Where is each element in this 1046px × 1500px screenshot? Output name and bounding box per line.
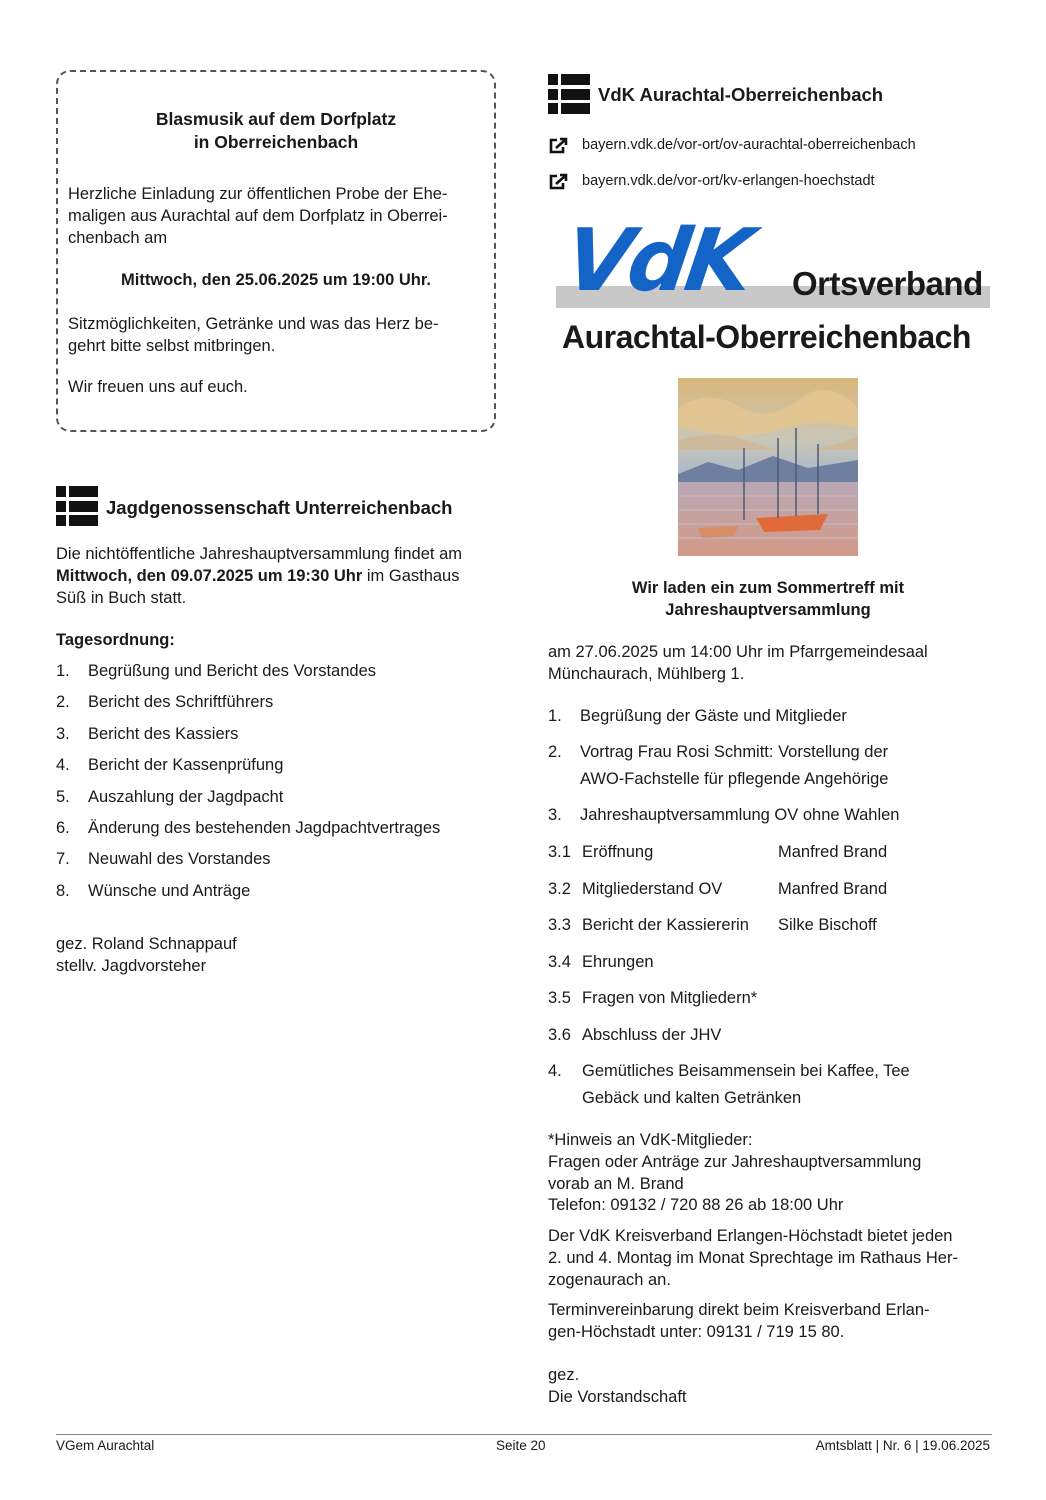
vdk-note-line3: vorab an M. Brand [548, 1174, 684, 1193]
agenda-item-text: Bericht des Kassiers [88, 724, 239, 743]
agenda-item-text: Bericht des Schriftführers [88, 693, 274, 712]
vdk-kv-info [548, 1226, 992, 1291]
vdk-link-kv[interactable] [548, 172, 875, 191]
vdk-logo [556, 211, 992, 358]
agenda-item-text: Begrüßung und Bericht des Vorstandes [88, 662, 377, 680]
external-link-icon [548, 137, 568, 155]
jagd-signature [56, 934, 237, 978]
footer-left: VGem Aurachtal [56, 1438, 155, 1453]
vdk-sub-item-num: 3.3 [548, 916, 571, 935]
jagd-title: Jagdgenossenschaft Unterreichenbach [106, 497, 453, 518]
vdk-item-1-num: 1. [548, 707, 562, 725]
vdk-kv-line1: Der VdK Kreisverband Erlangen-Höchstadt bietet jeden [548, 1227, 953, 1245]
vdk-link-ov[interactable] [548, 136, 916, 155]
vdk-note-line1: *Hinweis an VdK-Mitglieder: [548, 1131, 753, 1149]
vdk-sub-item-text: Mitgliederstand OV [582, 879, 723, 898]
jagd-intro [56, 544, 502, 609]
vdk-note [548, 1130, 921, 1217]
jagd-signature-line2: stellv. Jagdvorsteher [56, 956, 207, 975]
vdk-sub-item-num: 3.4 [548, 952, 571, 971]
vdk-link-kv-text[interactable]: bayern.vdk.de/vor-ort/kv-erlangen-hoechstadt [582, 173, 875, 189]
vdk-sub-item [548, 879, 888, 901]
vdk-sub-item-text: Eröffnung [582, 843, 654, 861]
jagd-intro-line1: Die nichtöffentliche Jahreshauptversammlung findet am [56, 545, 462, 563]
vdk-sub-item-text: Bericht der Kassiererin [582, 916, 749, 935]
agenda-item-num: 8. [56, 881, 70, 900]
blasmusik-seats [68, 314, 488, 358]
jagd-intro-date: Mittwoch, den 09.07.2025 um 19:30 Uhr [56, 566, 363, 585]
vdk-headline-line1: Wir laden ein zum Sommertreff mit [631, 579, 905, 597]
vdk-sub-item-person: Manfred Brand [778, 879, 888, 898]
vdk-when [548, 642, 928, 686]
vdk-item-2-text2: AWO-Fachstelle für pflegende Angehörige [580, 770, 889, 788]
vdk-logo-place: Aurachtal-Oberreichenbach [562, 319, 971, 355]
agenda-item-num: 6. [56, 819, 70, 837]
vdk-appointment [548, 1300, 992, 1344]
vdk-sub-item-num: 3.6 [548, 1026, 571, 1044]
vdk-sub-item [548, 988, 758, 1010]
vdk-link-ov-text[interactable]: bayern.vdk.de/vor-ort/ov-aurachtal-oberreichenbach [582, 137, 916, 153]
jagd-signature-line1: gez. Roland Schnappauf [56, 935, 237, 953]
vdk-logo-letters: VdK [558, 211, 756, 311]
agenda-item-text: Bericht der Kassenprüfung [88, 756, 284, 775]
vdk-sub-item-num: 3.2 [548, 879, 571, 898]
vdk-sub-item [548, 1025, 722, 1047]
blasmusik-box [56, 70, 496, 432]
vdk-term-line2: gen-Höchstadt unter: 09131 / 719 15 80. [548, 1322, 845, 1341]
vdk-item-2-num: 2. [548, 743, 562, 761]
agenda-item-text: Änderung des bestehenden Jagdpachtvertrages [88, 819, 441, 837]
jagd-intro-line2 [56, 566, 502, 588]
vdk-kv-line3: zogenaurach an. [548, 1270, 671, 1289]
vdk-item-1-text: Begrüßung der Gäste und Mitglieder [580, 707, 847, 725]
agenda-item-num: 3. [56, 724, 70, 743]
vdk-item-2-text1: Vortrag Frau Rosi Schmitt: Vorstellung der [580, 743, 889, 761]
vdk-term-line1: Terminvereinbarung direkt beim Kreisverband Erlan- [548, 1301, 930, 1319]
vdk-sub-item-text: Fragen von Mitgliedern* [582, 989, 758, 1008]
vdk-sub-item-text: Ehrungen [582, 952, 654, 971]
vdk-signature [548, 1365, 687, 1409]
blasmusik-invite [68, 184, 488, 249]
agenda-item-text: Auszahlung der Jagdpacht [88, 787, 284, 806]
vdk-logo-ortsverband: Ortsverband [792, 265, 983, 302]
vdk-item-3-num: 3. [548, 806, 562, 824]
vdk-item-4 [548, 1061, 910, 1107]
vdk-item-3 [548, 805, 900, 827]
vdk-note-line4: Telefon: 09132 / 720 88 26 ab 18:00 Uhr [548, 1196, 844, 1215]
vdk-item-4-text1: Gemütliches Beisammensein bei Kaffee, Tee [582, 1062, 910, 1080]
painting-image [678, 378, 858, 556]
vdk-sub-item-person: Manfred Brand [778, 843, 888, 861]
vdk-sub-item [548, 915, 877, 937]
footer-divider [56, 1434, 992, 1435]
vdk-note-line2: Fragen oder Anträge zur Jahreshauptversammlung [548, 1152, 922, 1171]
vdk-item-4-num: 4. [548, 1062, 562, 1080]
vdk-kv-line2: 2. und 4. Montag im Monat Sprechtage im Rathaus Her- [548, 1248, 958, 1267]
agenda-item-num: 1. [56, 662, 70, 680]
vdk-item-2 [548, 742, 889, 788]
vdk-item-4-text2: Gebäck und kalten Getränken [582, 1089, 802, 1107]
vdk-headline [548, 578, 988, 622]
blasmusik-invite-line3: chenbach am [68, 228, 168, 247]
section-list-icon [548, 74, 590, 114]
blasmusik-date: Mittwoch, den 25.06.2025 um 19:00 Uhr. [121, 271, 431, 289]
agenda-item-text: Wünsche und Anträge [88, 881, 251, 900]
blasmusik-title-line1: Blasmusik auf dem Dorfplatz [155, 109, 397, 129]
external-link-icon [548, 173, 568, 191]
blasmusik-title-line2: in Oberreichenbach [193, 132, 359, 152]
vdk-sub-item [548, 842, 888, 864]
footer-right: Amtsblatt | Nr. 6 | 19.06.2025 [815, 1438, 990, 1453]
agenda-item-num: 2. [56, 693, 70, 712]
blasmusik-closing: Wir freuen uns auf euch. [68, 378, 248, 396]
vdk-item-1 [548, 706, 847, 728]
vdk-when-line1: am 27.06.2025 um 14:00 Uhr im Pfarrgemeindesaal [548, 643, 928, 661]
vdk-sub-item-num: 3.5 [548, 989, 571, 1008]
section-list-icon [56, 486, 98, 526]
footer-page: Seite 20 [496, 1438, 546, 1453]
jagd-intro-line3: Süß in Buch statt. [56, 588, 187, 607]
vdk-sub-item-person: Silke Bischoff [778, 916, 877, 935]
vdk-headline-line2: Jahreshauptversammlung [665, 600, 871, 619]
blasmusik-seats-line1: Sitzmöglichkeiten, Getränke und was das Herz be- [68, 315, 439, 333]
vdk-sign-line1: gez. [548, 1366, 580, 1384]
vdk-sub-item-text: Abschluss der JHV [582, 1026, 722, 1044]
vdk-sign-line2: Die Vorstandschaft [548, 1387, 687, 1406]
vdk-sub-item [548, 952, 654, 974]
vdk-when-line2: Münchaurach, Mühlberg 1. [548, 664, 745, 683]
vdk-item-3-text: Jahreshauptversammlung OV ohne Wahlen [580, 806, 900, 824]
blasmusik-invite-line1: Herzliche Einladung zur öffentlichen Probe der Ehe- [68, 185, 448, 203]
agenda-item-text: Neuwahl des Vorstandes [88, 850, 271, 869]
vdk-sub-item-num: 3.1 [548, 843, 571, 861]
agenda-item-num: 7. [56, 850, 70, 869]
vdk-title: VdK Aurachtal-Oberreichenbach [598, 84, 884, 105]
blasmusik-seats-line2: gehrt bitte selbst mitbringen. [68, 336, 276, 355]
agenda-item-num: 5. [56, 787, 70, 806]
blasmusik-invite-line2: maligen aus Aurachtal auf dem Dorfplatz in Oberrei- [68, 206, 448, 225]
jagd-intro-after: im Gasthaus [362, 566, 460, 585]
agenda-heading: Tagesordnung: [56, 631, 175, 649]
agenda-item-num: 4. [56, 756, 70, 775]
